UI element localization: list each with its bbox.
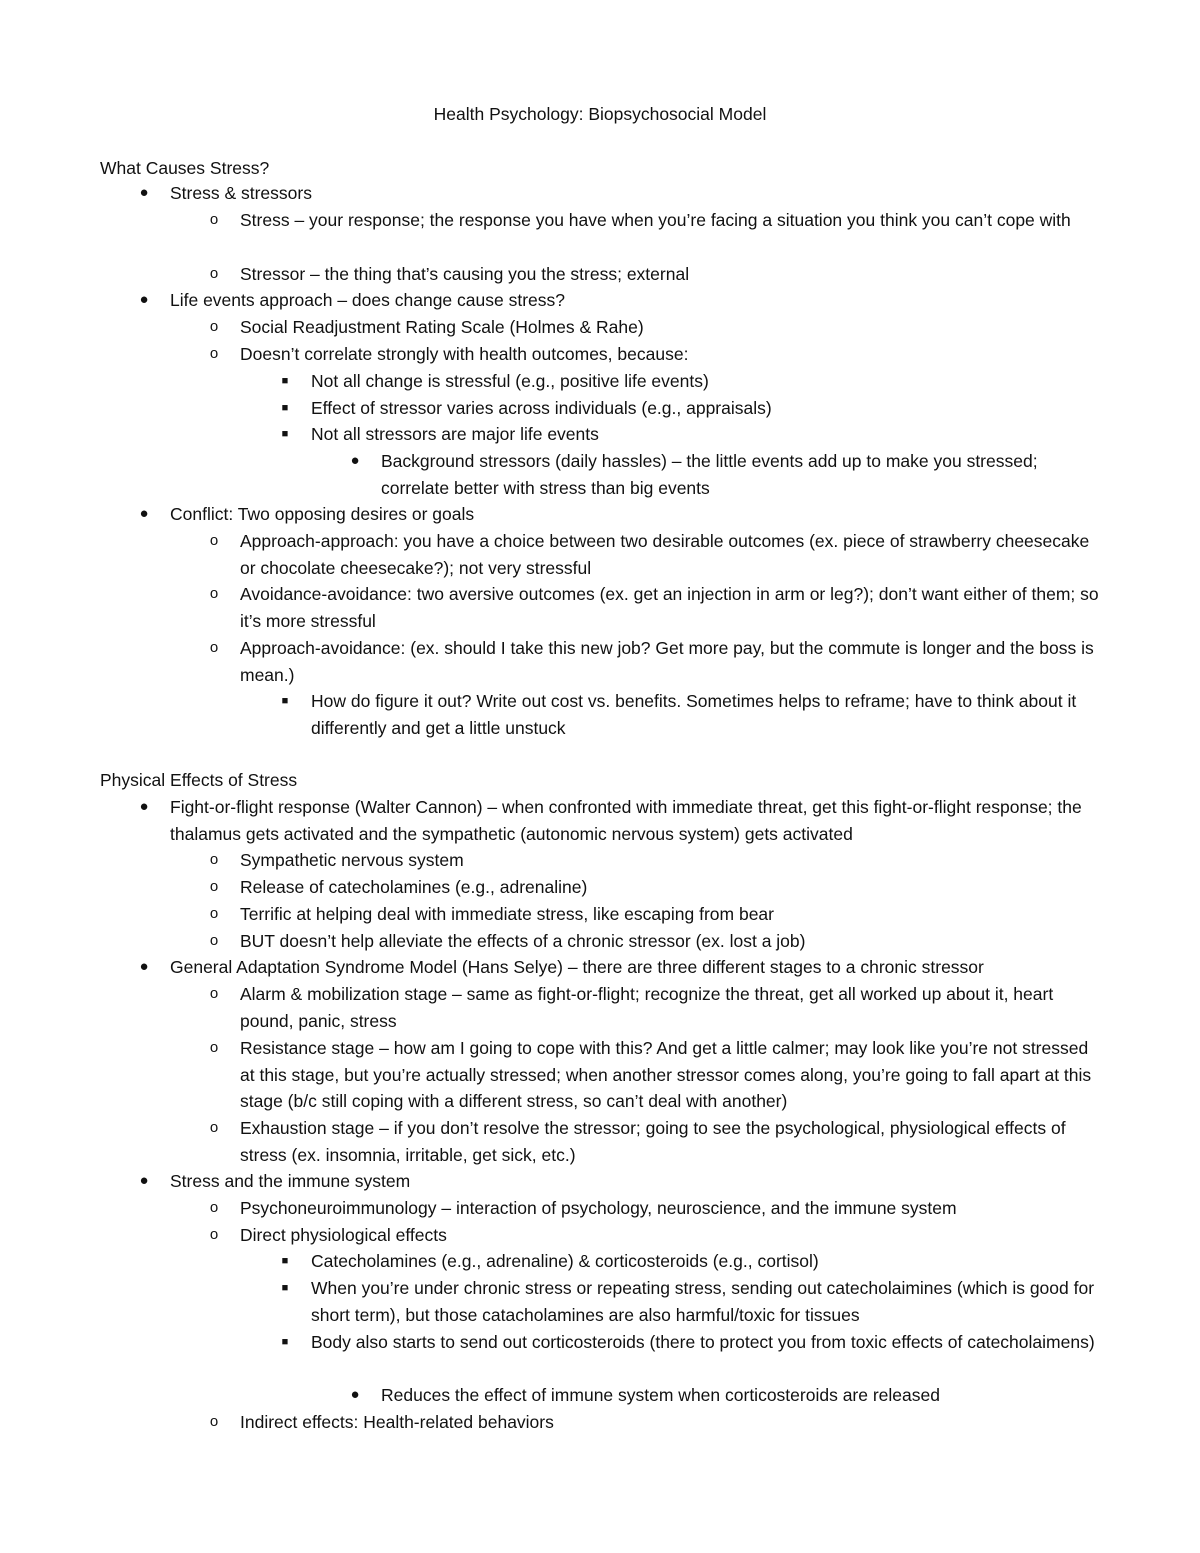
- list-item-text: Stress & stressors: [170, 183, 312, 203]
- circle-marker: o: [209, 932, 219, 949]
- list-item: [209, 314, 1100, 341]
- list-item-text: Indirect effects: Health-related behaviors: [240, 1412, 554, 1432]
- list-item: [209, 874, 1100, 901]
- list-item: [281, 1248, 1100, 1275]
- page-title: Health Psychology: Biopsychosocial Model: [433, 104, 767, 124]
- list-item-text: Release of catecholamines (e.g., adrenaline): [240, 877, 588, 897]
- list-item-text: Fight-or-flight response (Walter Cannon) – when confronted with immediate threat, get this fight-or-flight response; the thalamus gets activated and the sympathetic (autonomic nervous system) gets activated: [170, 797, 1082, 844]
- list-item-text: Sympathetic nervous system: [240, 850, 464, 870]
- list-item: [139, 180, 1100, 207]
- list-item-text: Stress and the immune system: [170, 1171, 411, 1191]
- list-item-text: Avoidance-avoidance: two aversive outcomes (ex. get an injection in arm or leg?); don’t want either of them; so it’s more stressful: [240, 584, 1099, 631]
- square-marker: ■: [281, 428, 289, 440]
- list-item-text: Exhaustion stage – if you don’t resolve the stressor; going to see the psychological, physiological effects of stress (ex. insomnia, irritable, get sick, etc.): [240, 1118, 1066, 1165]
- bullet-marker: ●: [139, 958, 149, 975]
- dot-marker: ●: [350, 1386, 360, 1403]
- list-item-text: Not all change is stressful (e.g., positive life events): [311, 371, 709, 391]
- list-item-text: How do figure it out? Write out cost vs. benefits. Sometimes helps to reframe; have to think about it differently and get a little unstuck: [311, 691, 1077, 738]
- list-item: [209, 1222, 1100, 1249]
- bullet-marker: ●: [139, 291, 149, 308]
- square-marker: ■: [281, 1255, 289, 1267]
- list-item: [209, 847, 1100, 874]
- list-item: [281, 368, 1100, 395]
- list-item: [209, 1035, 1100, 1115]
- circle-marker: o: [209, 639, 219, 656]
- square-marker: ■: [281, 375, 289, 387]
- list-item-text: Terrific at helping deal with immediate stress, like escaping from bear: [240, 904, 774, 924]
- section-heading-physical-effects: Physical Effects of Stress: [100, 770, 298, 790]
- square-marker: ■: [281, 695, 289, 707]
- circle-marker: o: [209, 211, 219, 228]
- list-item: [281, 1275, 1100, 1328]
- list-item-text: Life events approach – does change cause stress?: [170, 290, 565, 310]
- list-item: [139, 954, 1100, 981]
- circle-marker: o: [209, 905, 219, 922]
- list-item-text: Psychoneuroimmunology – interaction of psychology, neuroscience, and the immune system: [240, 1198, 957, 1218]
- list-item: [281, 1329, 1100, 1356]
- section-heading-what-causes-stress: What Causes Stress?: [100, 158, 270, 178]
- list-item-text: Direct physiological effects: [240, 1225, 447, 1245]
- square-marker: ■: [281, 1336, 289, 1348]
- list-item: [281, 688, 1100, 741]
- circle-marker: o: [209, 532, 219, 549]
- circle-marker: o: [209, 345, 219, 362]
- circle-marker: o: [209, 265, 219, 282]
- list-item-text: BUT doesn’t help alleviate the effects of a chronic stressor (ex. lost a job): [240, 931, 806, 951]
- square-marker: ■: [281, 402, 289, 414]
- circle-marker: o: [209, 1413, 219, 1430]
- circle-marker: o: [209, 878, 219, 895]
- circle-marker: o: [209, 1199, 219, 1216]
- list-item: [209, 528, 1100, 581]
- list-item: [209, 261, 1100, 288]
- list-item-text: When you’re under chronic stress or repeating stress, sending out catecholaimines (which is good for short term), but those catacholamines are also harmful/toxic for tissues: [311, 1278, 1095, 1325]
- circle-marker: o: [209, 1226, 219, 1243]
- list-item: [139, 1168, 1100, 1195]
- list-item-text: Stressor – the thing that’s causing you the stress; external: [240, 264, 690, 284]
- circle-marker: o: [209, 318, 219, 335]
- dot-marker: ●: [350, 452, 360, 469]
- list-item: [209, 1195, 1100, 1222]
- list-item: [139, 501, 1100, 528]
- list-item: [209, 901, 1100, 928]
- list-item-text: Approach-avoidance: (ex. should I take this new job? Get more pay, but the commute is longer and the boss is mean.): [240, 638, 1094, 685]
- list-item-text: Resistance stage – how am I going to cope with this? And get a little calmer; may look like you’re not stressed at this stage, but you’re actually stressed; when another stressor comes along, you’re going to fall apart at this stage (b/c still coping with a different stress, so can’t deal with another): [240, 1038, 1092, 1112]
- bullet-marker: ●: [139, 1172, 149, 1189]
- bullet-marker: ●: [139, 798, 149, 815]
- list-item: [281, 395, 1100, 422]
- list-item: [209, 1115, 1100, 1168]
- list-item: [281, 421, 1100, 448]
- circle-marker: o: [209, 851, 219, 868]
- list-item-text: Reduces the effect of immune system when corticosteroids are released: [381, 1385, 940, 1405]
- circle-marker: o: [209, 1119, 219, 1136]
- circle-marker: o: [209, 985, 219, 1002]
- list-item: [209, 928, 1100, 955]
- list-item-text: Doesn’t correlate strongly with health outcomes, because:: [240, 344, 689, 364]
- bullet-marker: ●: [139, 505, 149, 522]
- list-item-text: Catecholamines (e.g., adrenaline) & corticosteroids (e.g., cortisol): [311, 1251, 819, 1271]
- list-item-text: General Adaptation Syndrome Model (Hans Selye) – there are three different stages to a chronic stressor: [170, 957, 984, 977]
- list-item-text: Body also starts to send out corticosteroids (there to protect you from toxic effects of catecholaimens): [311, 1332, 1095, 1352]
- list-item: [209, 581, 1100, 634]
- list-item-text: Stress – your response; the response you have when you’re facing a situation you think you can’t cope with: [240, 210, 1071, 230]
- bullet-marker: ●: [139, 184, 149, 201]
- list-item: [209, 207, 1100, 234]
- list-item-text: Effect of stressor varies across individuals (e.g., appraisals): [311, 398, 772, 418]
- list-item-text: Background stressors (daily hassles) – the little events add up to make you stressed; correlate better with stress than big events: [381, 451, 1038, 498]
- list-item: [350, 448, 1100, 501]
- list-item: [139, 794, 1100, 847]
- list-item: [350, 1382, 1100, 1409]
- list-item-text: Social Readjustment Rating Scale (Holmes & Rahe): [240, 317, 644, 337]
- circle-marker: o: [209, 585, 219, 602]
- circle-marker: o: [209, 1039, 219, 1056]
- list-item-text: Not all stressors are major life events: [311, 424, 599, 444]
- square-marker: ■: [281, 1282, 289, 1294]
- list-item: [209, 341, 1100, 368]
- list-item-text: Conflict: Two opposing desires or goals: [170, 504, 475, 524]
- list-item: [139, 287, 1100, 314]
- list-item-text: Approach-approach: you have a choice between two desirable outcomes (ex. piece of strawberry cheesecake or chocolate cheesecake?); not very stressful: [240, 531, 1090, 578]
- list-item: [209, 1409, 1100, 1436]
- list-item-text: Alarm & mobilization stage – same as fight-or-flight; recognize the threat, get all worked up about it, heart pound, panic, stress: [240, 984, 1054, 1031]
- list-item: [209, 981, 1100, 1034]
- list-item: [209, 635, 1100, 688]
